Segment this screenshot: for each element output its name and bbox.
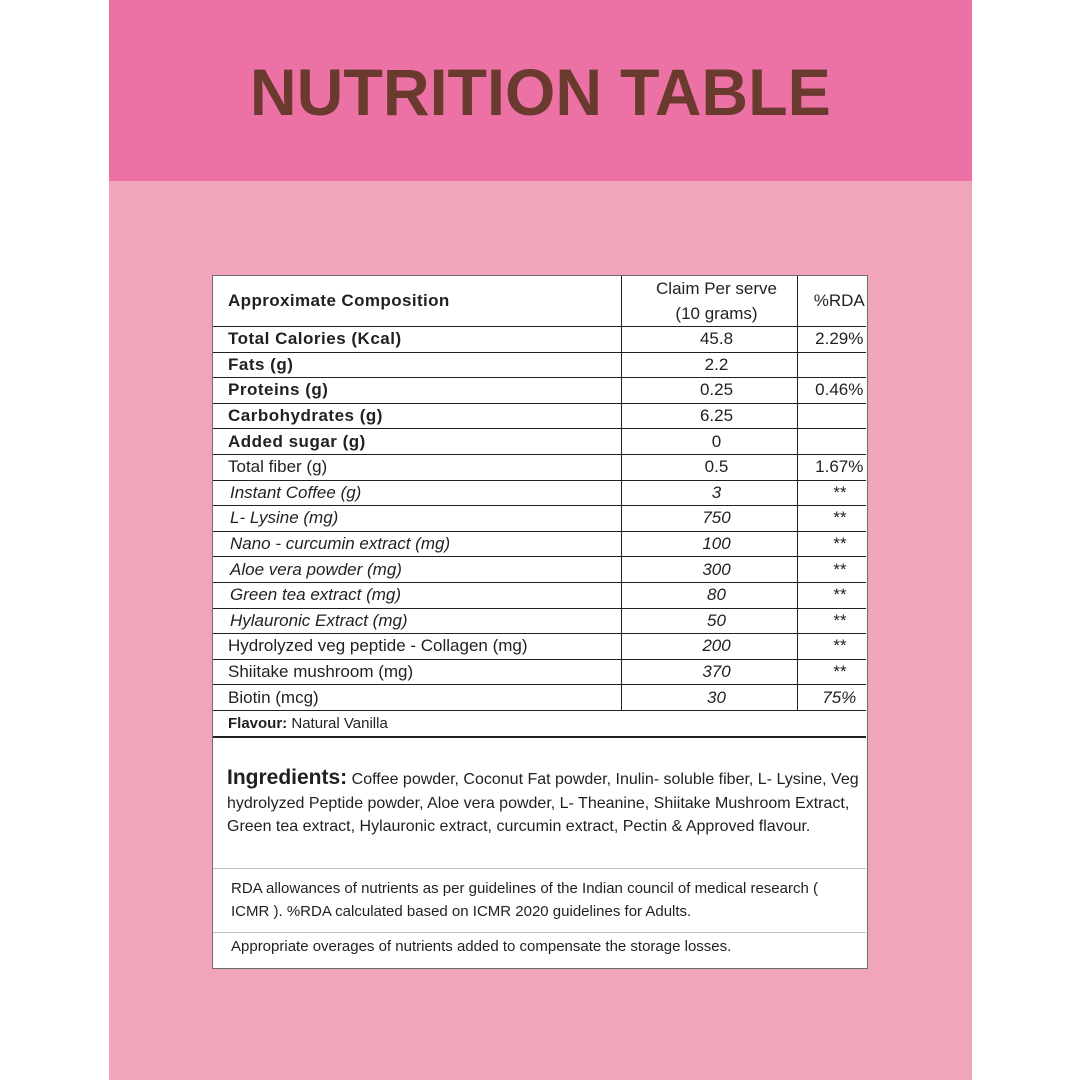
divider — [213, 868, 866, 869]
row-value: 100 — [621, 531, 797, 557]
claim-header-line2: (10 grams) — [675, 304, 758, 323]
row-value: 370 — [621, 659, 797, 685]
row-rda: 2.29% — [797, 327, 866, 353]
row-rda: 75% — [797, 685, 866, 711]
row-rda: ** — [797, 582, 866, 608]
table-row — [213, 454, 866, 480]
row-name: Total Calories (Kcal) — [213, 327, 621, 353]
row-rda: ** — [797, 557, 866, 583]
row-name: Carbohydrates (g) — [213, 403, 621, 429]
row-rda: 1.67% — [797, 454, 866, 480]
table-row — [213, 480, 866, 506]
table-row — [213, 378, 866, 404]
divider — [213, 932, 866, 933]
table-row — [213, 557, 866, 583]
row-name: Proteins (g) — [213, 378, 621, 404]
rda-note: RDA allowances of nutrients as per guidelines of the Indian council of medical research ( ICMR ). %RDA calculated based on ICMR 2020 guidelines for Adults. — [231, 880, 818, 920]
row-name: Fats (g) — [213, 352, 621, 378]
row-name: Total fiber (g) — [213, 454, 621, 480]
header-banner — [109, 0, 972, 181]
row-value: 200 — [621, 634, 797, 660]
flavour-value: Natural Vanilla — [287, 715, 388, 733]
table-row — [213, 582, 866, 608]
claim-header — [621, 276, 797, 327]
table-row — [213, 327, 866, 353]
row-rda — [797, 352, 866, 378]
row-value: 0.25 — [621, 378, 797, 404]
table-row — [213, 531, 866, 557]
row-value: 2.2 — [621, 352, 797, 378]
row-name: Hylauronic Extract (mg) — [213, 608, 621, 634]
table-row — [213, 685, 866, 711]
row-name: L- Lysine (mg) — [213, 506, 621, 532]
nutrition-table — [213, 276, 866, 738]
ingredients-text: Coffee powder, Coconut Fat powder, Inulin- soluble fiber, L- Lysine, Veg hydrolyzed Peptide powder, Aloe vera powder, L- Theanine, Shiitake Mushroom Extract, Green tea extract, Hylauronic extract, curcumin extract, Pectin & Approved flavour. — [227, 771, 859, 835]
row-rda: ** — [797, 659, 866, 685]
overage-note: Appropriate overages of nutrients added to compensate the storage losses. — [231, 938, 732, 955]
composition-header: Approximate Composition — [213, 276, 621, 327]
flavour-row — [213, 710, 866, 737]
row-rda: ** — [797, 634, 866, 660]
nutrition-card — [212, 275, 868, 969]
row-name: Added sugar (g) — [213, 429, 621, 455]
row-rda — [797, 403, 866, 429]
table-row — [213, 352, 866, 378]
ingredients-label: Ingredients: — [227, 766, 348, 789]
row-name: Green tea extract (mg) — [213, 582, 621, 608]
row-value: 750 — [621, 506, 797, 532]
row-rda — [797, 429, 866, 455]
row-name: Nano - curcumin extract (mg) — [213, 531, 621, 557]
ingredients-block — [227, 766, 863, 839]
row-value: 6.25 — [621, 403, 797, 429]
table-row — [213, 403, 866, 429]
row-rda: ** — [797, 480, 866, 506]
row-value: 80 — [621, 582, 797, 608]
page-title: NUTRITION TABLE — [250, 54, 831, 129]
row-value: 50 — [621, 608, 797, 634]
row-name: Biotin (mcg) — [213, 685, 621, 711]
row-name: Shiitake mushroom (mg) — [213, 659, 621, 685]
row-name: Aloe vera powder (mg) — [213, 557, 621, 583]
row-rda: 0.46% — [797, 378, 866, 404]
row-rda: ** — [797, 506, 866, 532]
row-rda: ** — [797, 531, 866, 557]
row-name: Hydrolyzed veg peptide - Collagen (mg) — [213, 634, 621, 660]
row-value: 3 — [621, 480, 797, 506]
table-row — [213, 429, 866, 455]
rda-header: %RDA — [797, 276, 866, 327]
flavour-cell — [213, 710, 866, 737]
row-value: 45.8 — [621, 327, 797, 353]
row-name: Instant Coffee (g) — [213, 480, 621, 506]
row-value: 0 — [621, 429, 797, 455]
flavour-label: Flavour: — [228, 715, 288, 733]
row-value: 300 — [621, 557, 797, 583]
table-row — [213, 608, 866, 634]
table-header-row — [213, 276, 866, 327]
table-row — [213, 659, 866, 685]
table-row — [213, 506, 866, 532]
row-value: 0.5 — [621, 454, 797, 480]
row-rda: ** — [797, 608, 866, 634]
claim-header-line1: Claim Per serve — [656, 279, 777, 298]
row-value: 30 — [621, 685, 797, 711]
table-row — [213, 634, 866, 660]
